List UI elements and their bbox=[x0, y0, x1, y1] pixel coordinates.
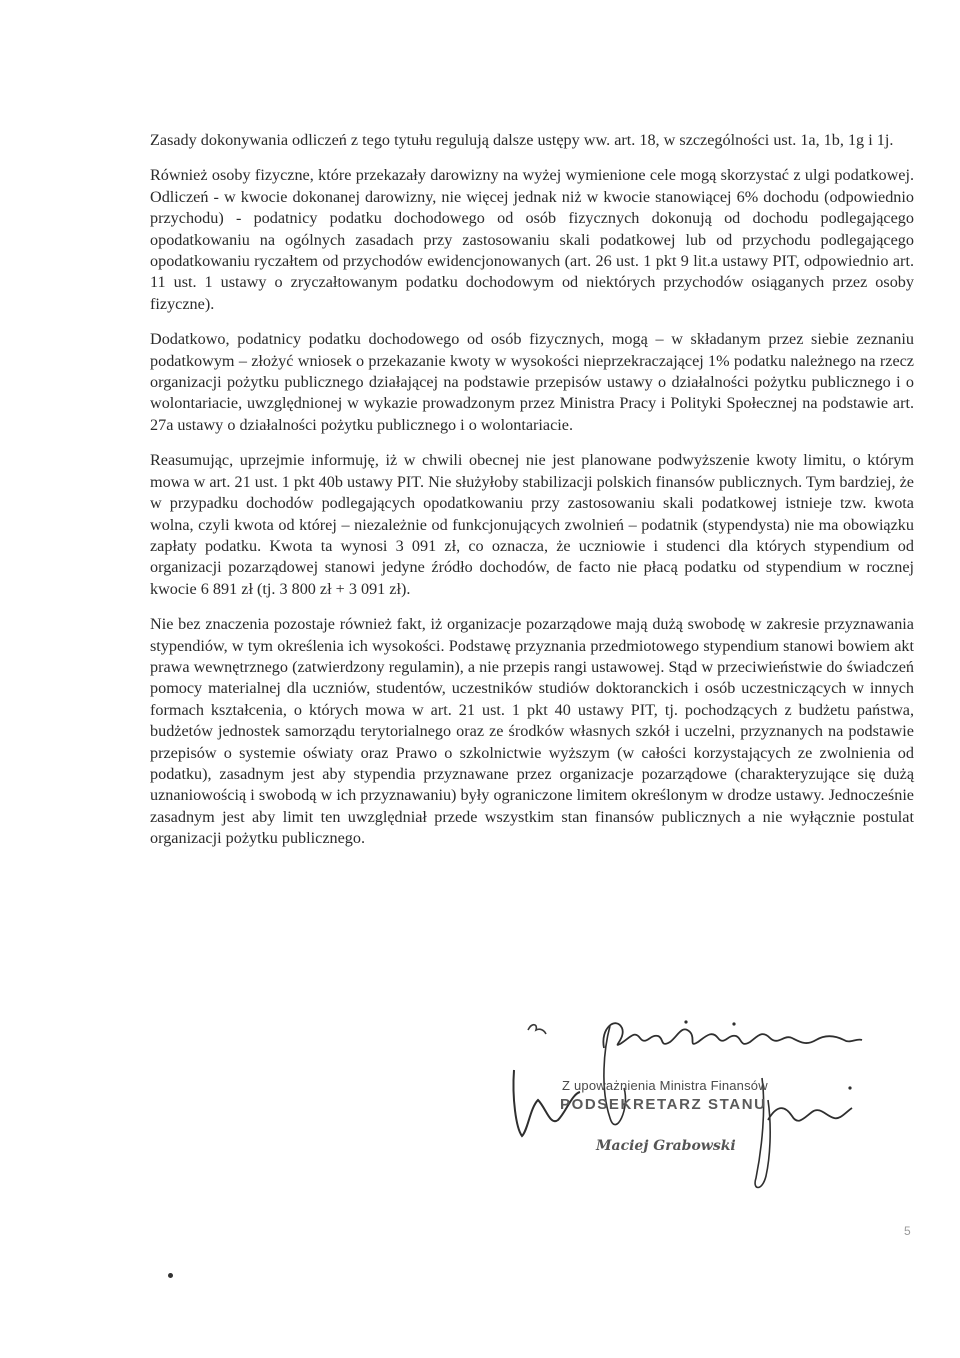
paragraph-summary: Reasumując, uprzejmie informuję, iż w chwili obecnej nie jest planowane podwyższenie kwoty limitu, o którym mowa w art. 21 ust. 1 pkt 40b ustawy PIT. Nie służyłoby stabilizacji polskich finansów publicznych. Tym bardziej, że w przypadku dochodów podlegających opodatkowaniu przy zastosowaniu skali podatkowej istnieje tzw. kwota wolna, czyli kwota od której – niezależnie od funkcjonujących zwolnień – podatnik (stypendysta) nie ma obowiązku zapłaty podatku. Kwota ta wynosi 3 091 zł, co oznacza, że uczniowie i studenci dla których stypendium od organizacji pozarządowej stanowi jedyne źródło dochodów, de facto nie płacą podatku od stypendium w rocznej kwocie 6 891 zł (tj. 3 800 zł + 3 091 zł). bbox=[150, 451, 914, 598]
paragraph-individuals-relief: Również osoby fizyczne, które przekazały darowizny na wyżej wymienione cele mogą skorzystać z ulgi podatkowej. Odliczeń - w kwocie dokonanej darowizny, nie więcej jednak niż w kwocie stanowiącej 6% dochodu (odpowiednio przychodu) - podatnicy podatku dochodowego od osób fizycznych dokonują od dochodu podlegającego opodatkowaniu na ogólnych zasadach przy zastosowaniu skali podatkowej lub od przychodu podlegającego opodatkowaniu ryczałtem od przychodów ewidencjonowanych (art. 26 ust. 1 pkt 9 lit.a ustawy PIT, odpowiednio art. 11 ust. 1 ustawy o zryczałtowanym podatku dochodowym od niektórych przychodów osiąganych przez osoby fizyczne). bbox=[150, 166, 914, 313]
signature-stamp-block bbox=[500, 1008, 920, 1208]
paragraph-deductions-rules: Zasady dokonywania odliczeń z tego tytułu regulują dalsze ustępy ww. art. 18, w szczególności ust. 1a, 1b, 1g i 1j. bbox=[150, 131, 894, 149]
page-number: 5 bbox=[904, 1224, 911, 1238]
document-body bbox=[150, 130, 914, 864]
stray-dot-mark bbox=[168, 1273, 173, 1278]
paragraph-one-percent: Dodatkowo, podatnicy podatku dochodowego od osób fizycznych, mogą – w składanym przez siebie zeznaniu podatkowym – złożyć wniosek o przekazanie kwoty w wysokości nieprzekraczającej 1% podatku należnego na rzecz organizacji pożytku publicznego działającej na podstawie przepisów ustawy o działalności pożytku publicznego i o wolontariacie, uwzględnionej w wykazie prowadzonym przez Ministra Pracy i Polityki Społecznej na podstawie art. 27a ustawy o działalności pożytku publicznego i o wolontariacie. bbox=[150, 330, 914, 434]
stamp-name-line: Maciej Grabowski bbox=[596, 1138, 736, 1154]
stamp-title-line: PODSEKRETARZ STANU bbox=[560, 1096, 767, 1113]
paragraph-ngo-freedom: Nie bez znaczenia pozostaje również fakt, iż organizacje pozarządowe mają dużą swobodę w zakresie przyznawania stypendiów, w tym określenia ich wysokości. Podstawę przyznania przedmiotowego stypendium stanowi bowiem akt prawa wewnętrznego (zatwierdzony regulamin), a nie przepis rangi ustawowej. Stąd w przeciwieństwie do świadczeń pomocy materialnej dla uczniów, studentów, uczestników studiów doktoranckich i osób uczestniczących w innych formach kształcenia, o których mowa w art. 21 ust. 1 pkt 40 ustawy PIT, tj. pochodzących z budżetu państwa, budżetów jednostek samorządu terytorialnego oraz ze środków własnych szkół i uczelni, przyznanych na podstawie przepisów o systemie oświaty oraz Prawo o szkolnictwie wyższym (w całości korzystających ze zwolnienia od podatku), zasadnym jest aby stypendia przyznawane przez organizacje pozarządowe (charakteryzujące się dużą uznaniowością i swobodą w ich przyznawaniu) były ograniczone limitem określonym w drodze ustawy. Jednocześnie zasadnym jest aby limit ten uwzględniał przede wszystkim stan finansów publicznych a nie wyłącznie postulat organizacji pożytku publicznego. bbox=[150, 615, 914, 848]
stamp-authorization-line: Z upoważnienia Ministra Finansów bbox=[562, 1078, 768, 1093]
